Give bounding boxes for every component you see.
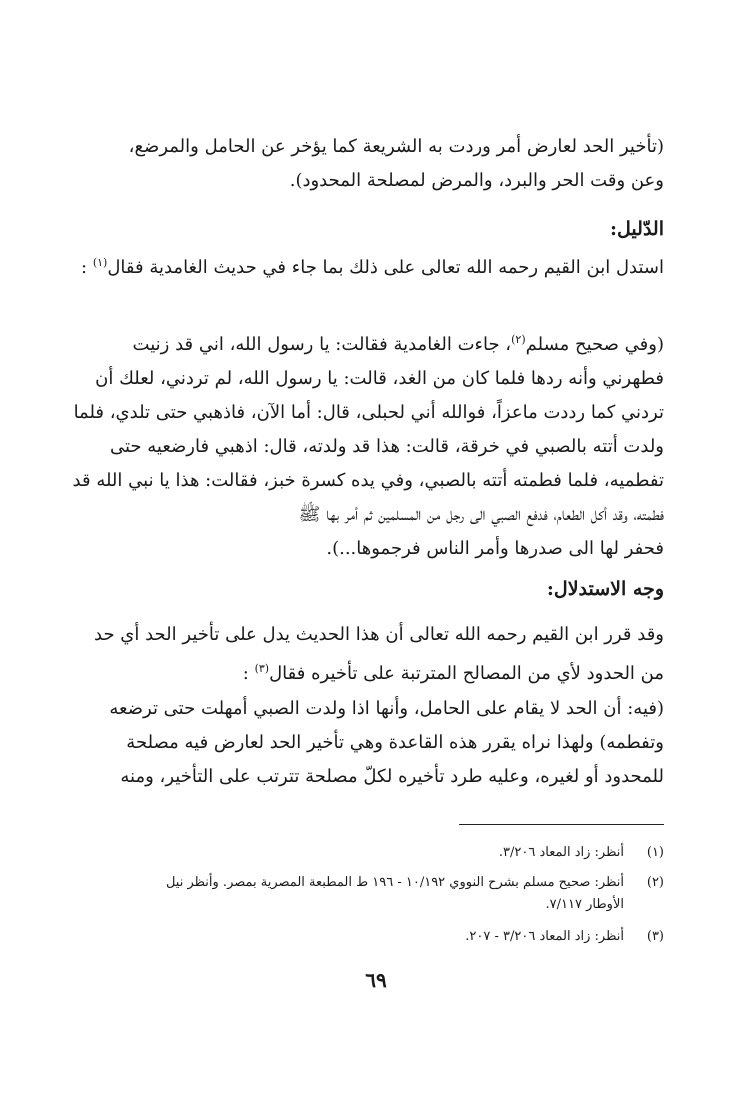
footnote-text: أنظر: زاد المعاد ٣/٢٠٦ - ٢٠٧.	[465, 929, 624, 944]
text-line: وتفطمه) ولهذا نراه يقرر هذه القاعدة وهي تأخير الحد لعارض فيه مصلحة	[126, 732, 664, 753]
footnote-text: أنظر: زاد المعاد ٣/٢٠٦.	[498, 845, 624, 860]
paragraph-hadith	[72, 323, 664, 566]
text-line	[95, 652, 664, 691]
paragraph-istidlal	[95, 618, 664, 691]
footnote-ref[interactable]: (٣)	[254, 662, 270, 675]
text-line: (فيه: أن الحد لا يقام على الحامل، وأنها اذا ولدت الصبي أمهلت حتى ترضعه	[109, 698, 664, 719]
hadith-start: (وفي صحيح مسلم	[525, 334, 664, 355]
text-line: فحفر لها الى صدرها وأمر الناس فرجموها...).	[326, 538, 664, 559]
footnote-text: أنظر: صحيح مسلم بشرح النووي ١٠/١٩٢ - ١٩٦ ط المطبعة المصرية بمصر. وأنظر نيل	[165, 875, 624, 890]
footnote-number: (١)	[646, 845, 664, 860]
paragraph-quote	[95, 692, 664, 794]
colon: :	[81, 257, 88, 278]
page-number: ٦٩	[365, 968, 387, 992]
text-line: ولدت أتته بالصبي في خرقة، قالت: هذا قد ولدته، قال: اذهبي فارضعيه حتى	[109, 436, 664, 457]
footnote-ref[interactable]: (١)	[92, 256, 108, 269]
text-line: تردني كما رددت ماعزاً، فوالله أني لحبلى، قال: أما الآن، فاذهبي حتى تلدي، فلما	[73, 402, 664, 423]
footnote-text-continuation: الأوطار ٧/١١٧.	[545, 897, 624, 912]
footnote-separator	[459, 824, 664, 825]
text-line: (تأخير الحد لعارض أمر وردت به الشريعة كما يؤخر عن الحامل والمرضع،	[128, 136, 664, 157]
text-line: تفطميه، فلما فطمته أتته بالصبي، وفي يده كسرة خبز، فقالت: هذا يا نبي الله قد	[72, 470, 664, 491]
heading-daleel: الدّليل:	[610, 218, 664, 240]
text-line: فطمته، وقد أكل الطعام، فدفع الصبي الى رجل من المسلمين ثم أمر بها ﷺ	[298, 504, 664, 525]
colon: :	[242, 663, 249, 684]
text-line	[81, 246, 664, 285]
text-line	[95, 323, 664, 362]
footnote-3	[80, 926, 664, 948]
text-line: للمحدود أو لغيره، وعليه طرد تأخيره لكلّ مصلحة تترتب على التأخير، ومنه	[120, 766, 664, 787]
text-line: وقد قرر ابن القيم رحمه الله تعالى أن هذا الحديث يدل على تأخير الحد أي حد	[94, 624, 664, 645]
hadith-line1-rest: ، جاءت الغامدية فقالت: يا رسول الله، اني قد زنيت	[132, 334, 512, 355]
paragraph-intro	[95, 130, 664, 198]
heading-wajh-alistidlal: وجه الاستدلال:	[546, 578, 664, 600]
footnote-1	[80, 842, 664, 864]
daleel-text: استدل ابن القيم رحمه الله تعالى على ذلك بما جاء في حديث الغامدية فقال	[107, 257, 664, 278]
text-line: فطهرني وأنه ردها فلما كان من الغد، قالت: يا رسول الله، لم تردني، لعلك أن	[95, 368, 664, 389]
paragraph-daleel	[81, 246, 664, 285]
text-line: وعن وقت الحر والبرد، والمرض لمصلحة المحدود).	[289, 170, 664, 191]
footnote-number: (٣)	[646, 929, 664, 944]
istidlal-text: من الحدود لأي من المصالح المترتبة على تأخيره فقال	[269, 663, 664, 684]
footnote-number: (٢)	[646, 875, 664, 890]
footnote-2	[80, 872, 664, 916]
footnote-ref[interactable]: (٢)	[511, 333, 526, 346]
